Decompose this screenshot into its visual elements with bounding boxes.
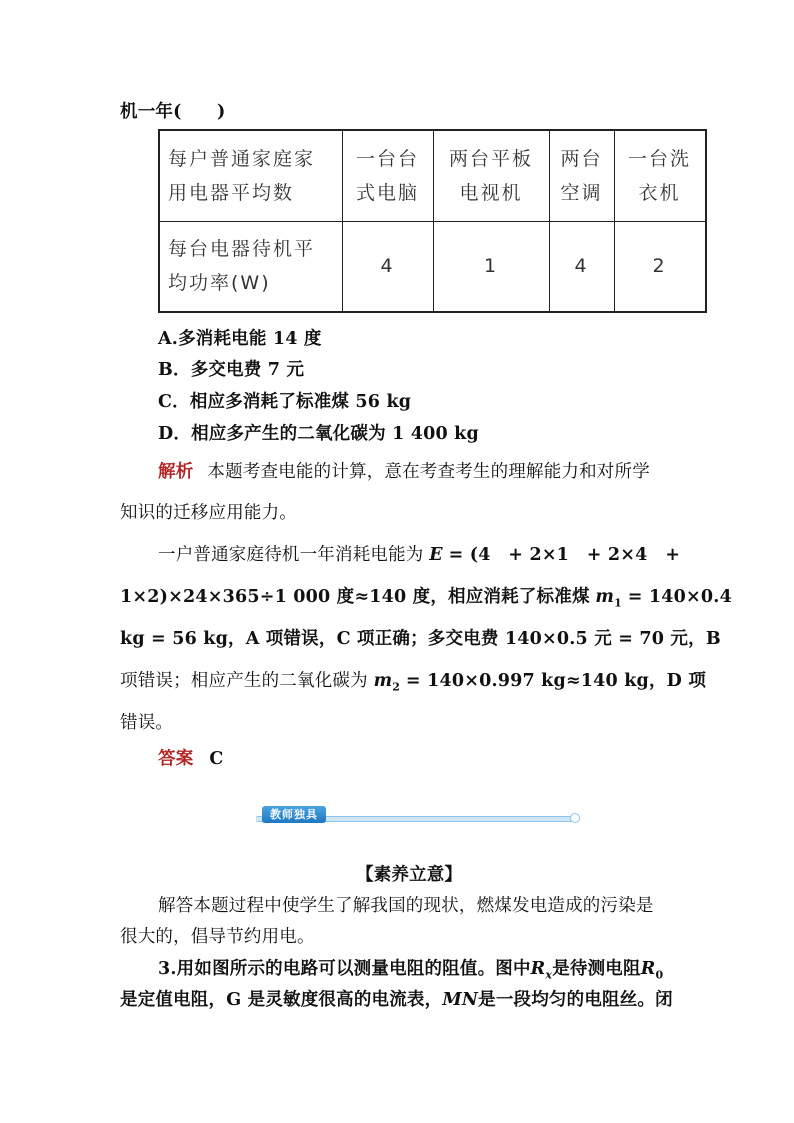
option-c: C．相应多消耗了标准煤 56 kg [158,392,412,412]
analysis-label: 解析 [158,462,194,482]
appliance-table [158,129,707,313]
table-header-cell: 每户普通家庭家 用电器平均数 [168,148,316,204]
table-header-cell: 两台平板 电视机 [448,148,533,204]
analysis-intro: 解析 本题考查电能的计算，意在考查考生的理解能力和对所学 [158,462,650,482]
analysis-line-1: 一户普通家庭待机一年消耗电能为 E = (4 + 2×1 + 2×4 + [158,545,681,565]
answer-value: C [209,749,224,769]
table-cell: 1 [483,255,499,277]
question-3-line-2: 是定值电阻，G 是灵敏度很高的电流表，MN是一段均匀的电阻丝。闭 [120,990,673,1010]
literacy-line-1: 解答本题过程中使学生了解我国的现状，燃煤发电造成的污染是 [158,896,654,916]
answer [158,745,224,770]
literacy-title: 【素养立意】 [356,865,463,885]
option-d: D．相应多产生的二氧化碳为 1 400 kg [158,424,479,444]
table-cell: 4 [380,255,395,277]
analysis-line-5: 错误。 [120,713,174,733]
question-3-line-1: 3.用如图所示的电路可以测量电阻的阻值。图中$R_x$是待测电阻$R_0$ [158,959,664,982]
table-header-cell: 两台 空调 [560,148,603,204]
answer-label: 答案 [158,749,194,769]
analysis-line-4: 项错误；相应产生的二氧化碳为 $m_2 = 140\times 0.997$ kg≈140 kg，D 项 [120,671,707,694]
table-header-cell: 一台洗 衣机 [627,148,691,204]
table-cell: 2 [652,255,667,277]
table-row-label: 每台电器待机平 均功率(W) [168,238,316,294]
question-stem: 机一年( ) [120,102,226,122]
teacher-exclusive-badge: 教师独具 [262,806,326,823]
option-a: A.多消耗电能 14 度 [158,329,322,349]
table-header-cell: 一台台 式电脑 [355,148,419,204]
analysis-line-3: kg = 56 kg，A 项错误，C 项正确；多交电费 140×0.5 元 = 70 元，B [120,629,721,649]
option-b: B．多交电费 7 元 [158,360,305,380]
literacy-line-2: 很大的，倡导节约用电。 [120,927,315,947]
analysis-line-2: 1×2)×24×365÷1 000 度≈140 度，相应消耗了标准煤 $m_1 = 140\times 0.4$ [120,587,732,610]
banner-end-cap [570,813,580,823]
table-cell: 4 [574,255,589,277]
analysis-intro-cont: 知识的迁移应用能力。 [120,503,297,523]
